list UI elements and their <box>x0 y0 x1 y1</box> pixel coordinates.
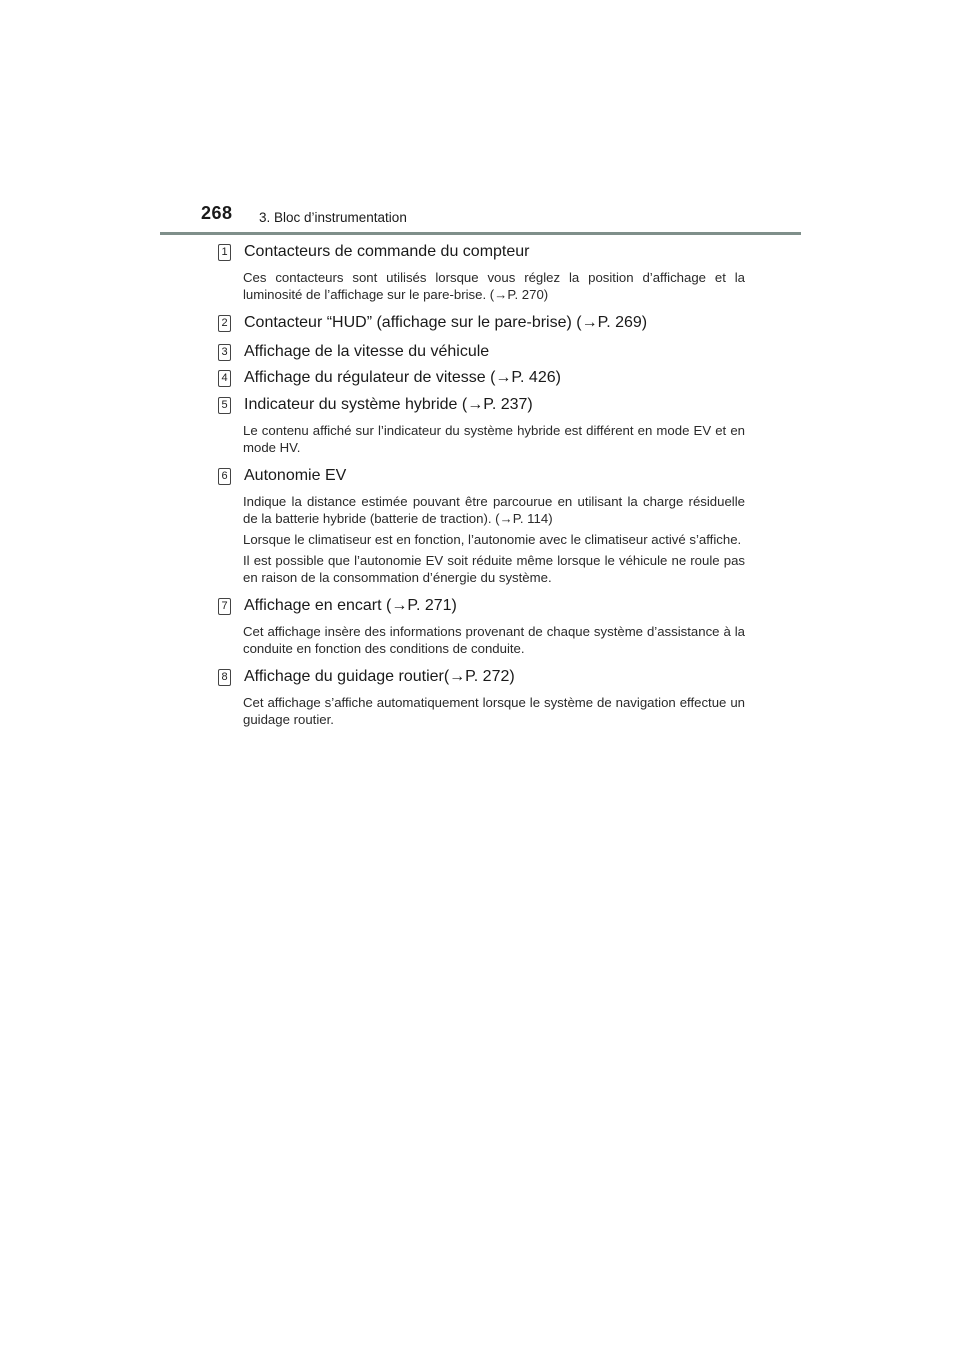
list-item <box>218 312 748 334</box>
item-title: Affichage du régulateur de vitesse (→P. 426) <box>244 369 561 386</box>
list-item <box>218 367 748 389</box>
item-number-badge: 7 <box>218 598 231 615</box>
item-description: Indique la distance estimée pouvant être parcourue en utilisant la charge résiduelle de la batterie hybride (batterie de traction). (→P. 114) <box>243 494 745 526</box>
chapter-title: 3. Bloc d’instrumentation <box>259 210 407 225</box>
item-title: Affichage de la vitesse du véhicule <box>244 343 490 360</box>
list-item <box>218 595 748 657</box>
item-title: Affichage du guidage routier(→P. 272) <box>244 668 515 685</box>
page-number: 268 <box>201 203 233 223</box>
item-description: Ces contacteurs sont utilisés lorsque vous réglez la position d’affichage et la luminosité de l’affichage sur le pare-brise. (→P. 270) <box>243 270 745 302</box>
item-description: Cet affichage insère des informations provenant de chaque système d’assistance à la conduite en fonction des conditions de conduite. <box>243 624 745 656</box>
item-number-badge: 2 <box>218 315 231 332</box>
list-item <box>218 666 748 728</box>
item-description: Cet affichage s’affiche automatiquement lorsque le système de navigation effectue un guidage routier. <box>243 695 745 727</box>
header-rule <box>160 232 801 235</box>
item-description: Il est possible que l’autonomie EV soit réduite même lorsque le véhicule ne roule pas en raison de la consommation d’énergie du système. <box>243 553 745 585</box>
item-number-badge: 5 <box>218 397 231 414</box>
item-number-badge: 6 <box>218 468 231 485</box>
item-number-badge: 4 <box>218 370 231 387</box>
list-item <box>218 465 748 586</box>
item-list <box>218 241 748 728</box>
item-description: Lorsque le climatiseur est en fonction, l’autonomie avec le climatiseur activé s’affiche. <box>243 532 742 547</box>
item-title: Autonomie EV <box>244 467 347 484</box>
item-title: Affichage en encart (→P. 271) <box>244 597 457 614</box>
item-title: Contacteur “HUD” (affichage sur le pare-brise) (→P. 269) <box>244 314 648 331</box>
item-title: Contacteurs de commande du compteur <box>244 243 530 260</box>
list-item <box>218 394 748 456</box>
item-description: Le contenu affiché sur l’indicateur du système hybride est différent en mode EV et en mode HV. <box>243 423 745 455</box>
list-item <box>218 241 748 303</box>
item-number-badge: 8 <box>218 669 231 686</box>
item-title: Indicateur du système hybride (→P. 237) <box>244 396 533 413</box>
item-number-badge: 1 <box>218 244 231 261</box>
item-number-badge: 3 <box>218 344 231 361</box>
list-item <box>218 341 748 363</box>
